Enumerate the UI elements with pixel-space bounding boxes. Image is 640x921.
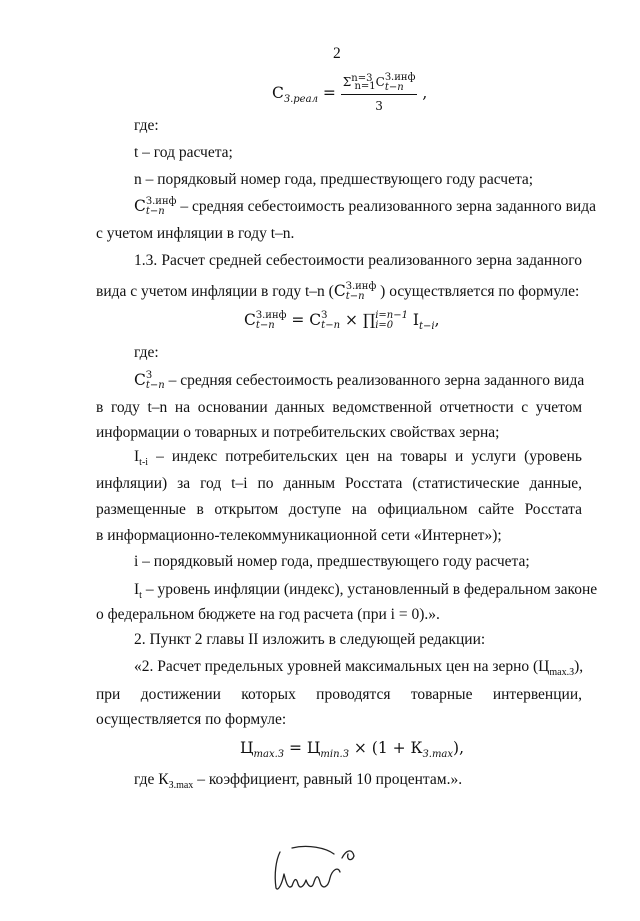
def-it-line2: о федеральном бюджете на год расчета (при i = 0).».: [96, 606, 440, 623]
where-label-2: где:: [134, 344, 159, 361]
def-t: t – год расчета;: [134, 144, 233, 161]
def-c3-line2: в году t–n на основании данных ведомственной отчетности с учетом: [96, 399, 582, 416]
def-iti-line1: $I_{t-i}$ – индекс потребительских цен на товары и услуги (уровень: [134, 448, 582, 469]
def-i: i – порядковый номер года, предшествующего году расчета;: [134, 553, 530, 570]
def-iti-line2: инфляции) за год t–i по данным Росстата (статистические данные,: [96, 475, 582, 492]
para-1-3-line1: 1.3. Расчет средней себестоимости реализованного зерна заданного: [134, 252, 582, 269]
formula-c3-real: [272, 72, 427, 116]
para-2: 2. Пункт 2 главы II изложить в следующей редакции:: [134, 631, 486, 648]
def-it-line1: $I_t$ – уровень инфляции (индекс), установленный в федеральном законе: [134, 581, 598, 602]
para-1-3-line2: вида с учетом инфляции в году t–n (С З.инф t−n ) осуществляется по формуле:: [96, 281, 580, 303]
para-2-quote-line1: «2. Расчет предельных уровней максимальных цен на зерно $(Ц_{max.З})$,: [134, 658, 584, 679]
where-label-1: где:: [134, 117, 159, 134]
formula-c-max: $Ц_{max.З} = Ц_{min.З} \times (1 + К_{З.max})$,: [240, 739, 465, 761]
def-iti-line4: в информационно-телекоммуникационной сети «Интернет»);: [96, 527, 502, 544]
def-k-max: где $К_{З.max}$ – коэффициент, равный 10 процентам.».: [134, 771, 463, 792]
formula1-trail: ,: [417, 83, 428, 102]
para-2-quote-line2: при достижении которых проводятся товарные интервенции,: [96, 686, 582, 703]
def-c3-line3: информации о товарных и потребительских свойствах зерна;: [96, 424, 500, 441]
signature: [268, 840, 368, 900]
formula1-eq: =: [317, 83, 341, 102]
def-c-inf: С З.инф t−n – средняя себестоимость реализованного зерна заданного вида: [134, 196, 596, 218]
para-2-quote-line3: осуществляется по формуле:: [96, 711, 287, 728]
formula-c3-inf: С З.инф t−n = С З t−n × ∏ i=n−1 i=0 $I_{t-i}$,: [244, 310, 440, 333]
formula1-lhs: $С_{З.реал}$: [272, 83, 318, 105]
formula1-fraction: $\Sigma^{n=3}_{n=1}С$ З.инф t−n 3: [342, 71, 416, 113]
def-iti-line3: размещенные в открытом доступе на официальном сайте Росстата: [96, 501, 582, 518]
def-c-inf-cont: с учетом инфляции в году t–n.: [96, 225, 295, 242]
def-c3: С З t−n – средняя себестоимость реализованного зерна заданного вида: [134, 370, 585, 392]
page-number: 2: [333, 45, 341, 62]
def-n: n – порядковый номер года, предшествующего году расчета;: [134, 171, 534, 188]
